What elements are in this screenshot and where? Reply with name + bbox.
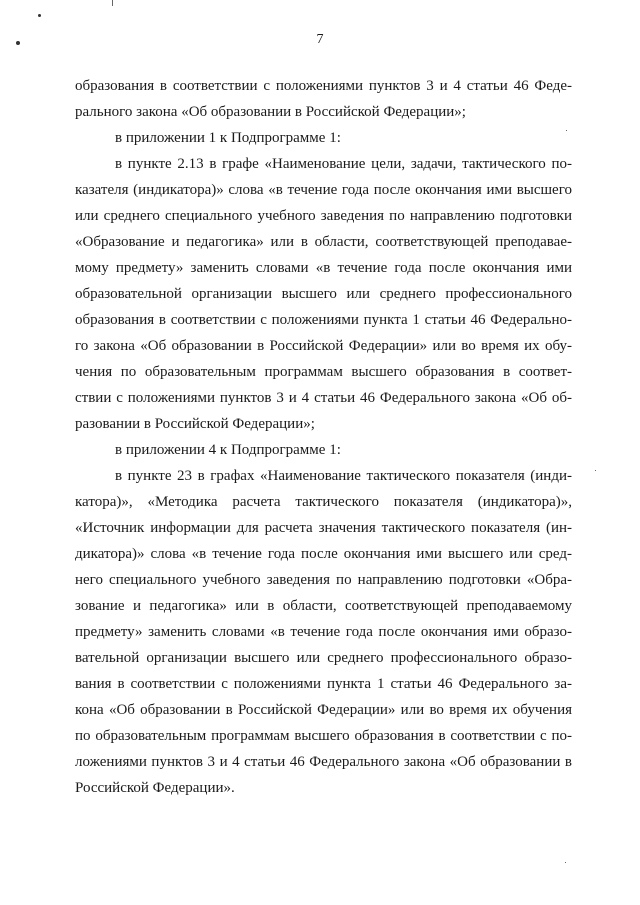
text-line: по образовательным программам высшего образования в соответствии с по- xyxy=(75,728,572,744)
text-line: ложениями пунктов 3 и 4 статьи 46 Федерального закона «Об образовании в xyxy=(75,754,572,770)
text-line: зование и педагогика» или в области, соответствующей преподаваемому xyxy=(75,598,572,614)
scan-speck xyxy=(565,862,566,863)
text-line: чения по образовательным программам высшего образования в соответ- xyxy=(75,364,572,380)
text-line: кона «Об образовании в Российской Федерации» или во время их обучения xyxy=(75,702,572,718)
text-line: образования в соответствии с положениями пунктов 3 и 4 статьи 46 Феде- xyxy=(75,78,572,94)
text-line: или среднего специального учебного заведения по направлению подготовки xyxy=(75,208,572,224)
text-line: в приложении 4 к Подпрограмме 1: xyxy=(115,442,341,458)
text-line: «Источник информации для расчета значения тактического показателя (ин- xyxy=(75,520,572,536)
scan-speck xyxy=(38,14,41,17)
text-line: Российской Федерации». xyxy=(75,780,235,796)
page-number: 7 xyxy=(316,32,324,47)
text-line: казателя (индикатора)» слова «в течение года после окончания ими высшего xyxy=(75,182,572,198)
text-line: предмету» заменить словами «в течение года после окончания ими образо- xyxy=(75,624,572,640)
text-line: образования в соответствии с положениями пункта 1 статьи 46 Федерально- xyxy=(75,312,572,328)
text-line: ствии с положениями пунктов 3 и 4 статьи 46 Федерального закона «Об об- xyxy=(75,390,572,406)
text-line: «Образование и педагогика» или в области, соответствующей преподавае- xyxy=(75,234,572,250)
text-line: мому предмету» заменить словами «в течение года после окончания ими xyxy=(75,260,572,276)
text-line: в пункте 2.13 в графе «Наименование цели, задачи, тактического по- xyxy=(115,156,572,172)
scan-artifact-tick xyxy=(112,0,113,6)
scan-speck xyxy=(595,470,596,471)
text-line: дикатора)» слова «в течение года после окончания ими высшего или сред- xyxy=(75,546,572,562)
text-line: рального закона «Об образовании в Российской Федерации»; xyxy=(75,104,466,120)
text-line: образовательной организации высшего или среднего профессионального xyxy=(75,286,572,302)
text-line: в пункте 23 в графах «Наименование тактического показателя (инди- xyxy=(115,468,572,484)
text-line: в приложении 1 к Подпрограмме 1: xyxy=(115,130,341,146)
text-line: него специального учебного заведения по направлению подготовки «Обра- xyxy=(75,572,572,588)
text-line: разовании в Российской Федерации»; xyxy=(75,416,315,432)
text-line: го закона «Об образовании в Российской Федерации» или во время их обу- xyxy=(75,338,572,354)
text-line: катора)», «Методика расчета тактического показателя (индикатора)», xyxy=(75,494,572,510)
text-line: вания в соответствии с положениями пункта 1 статьи 46 Федерального за- xyxy=(75,676,572,692)
text-line: вательной организации высшего или среднего профессионального образо- xyxy=(75,650,572,666)
